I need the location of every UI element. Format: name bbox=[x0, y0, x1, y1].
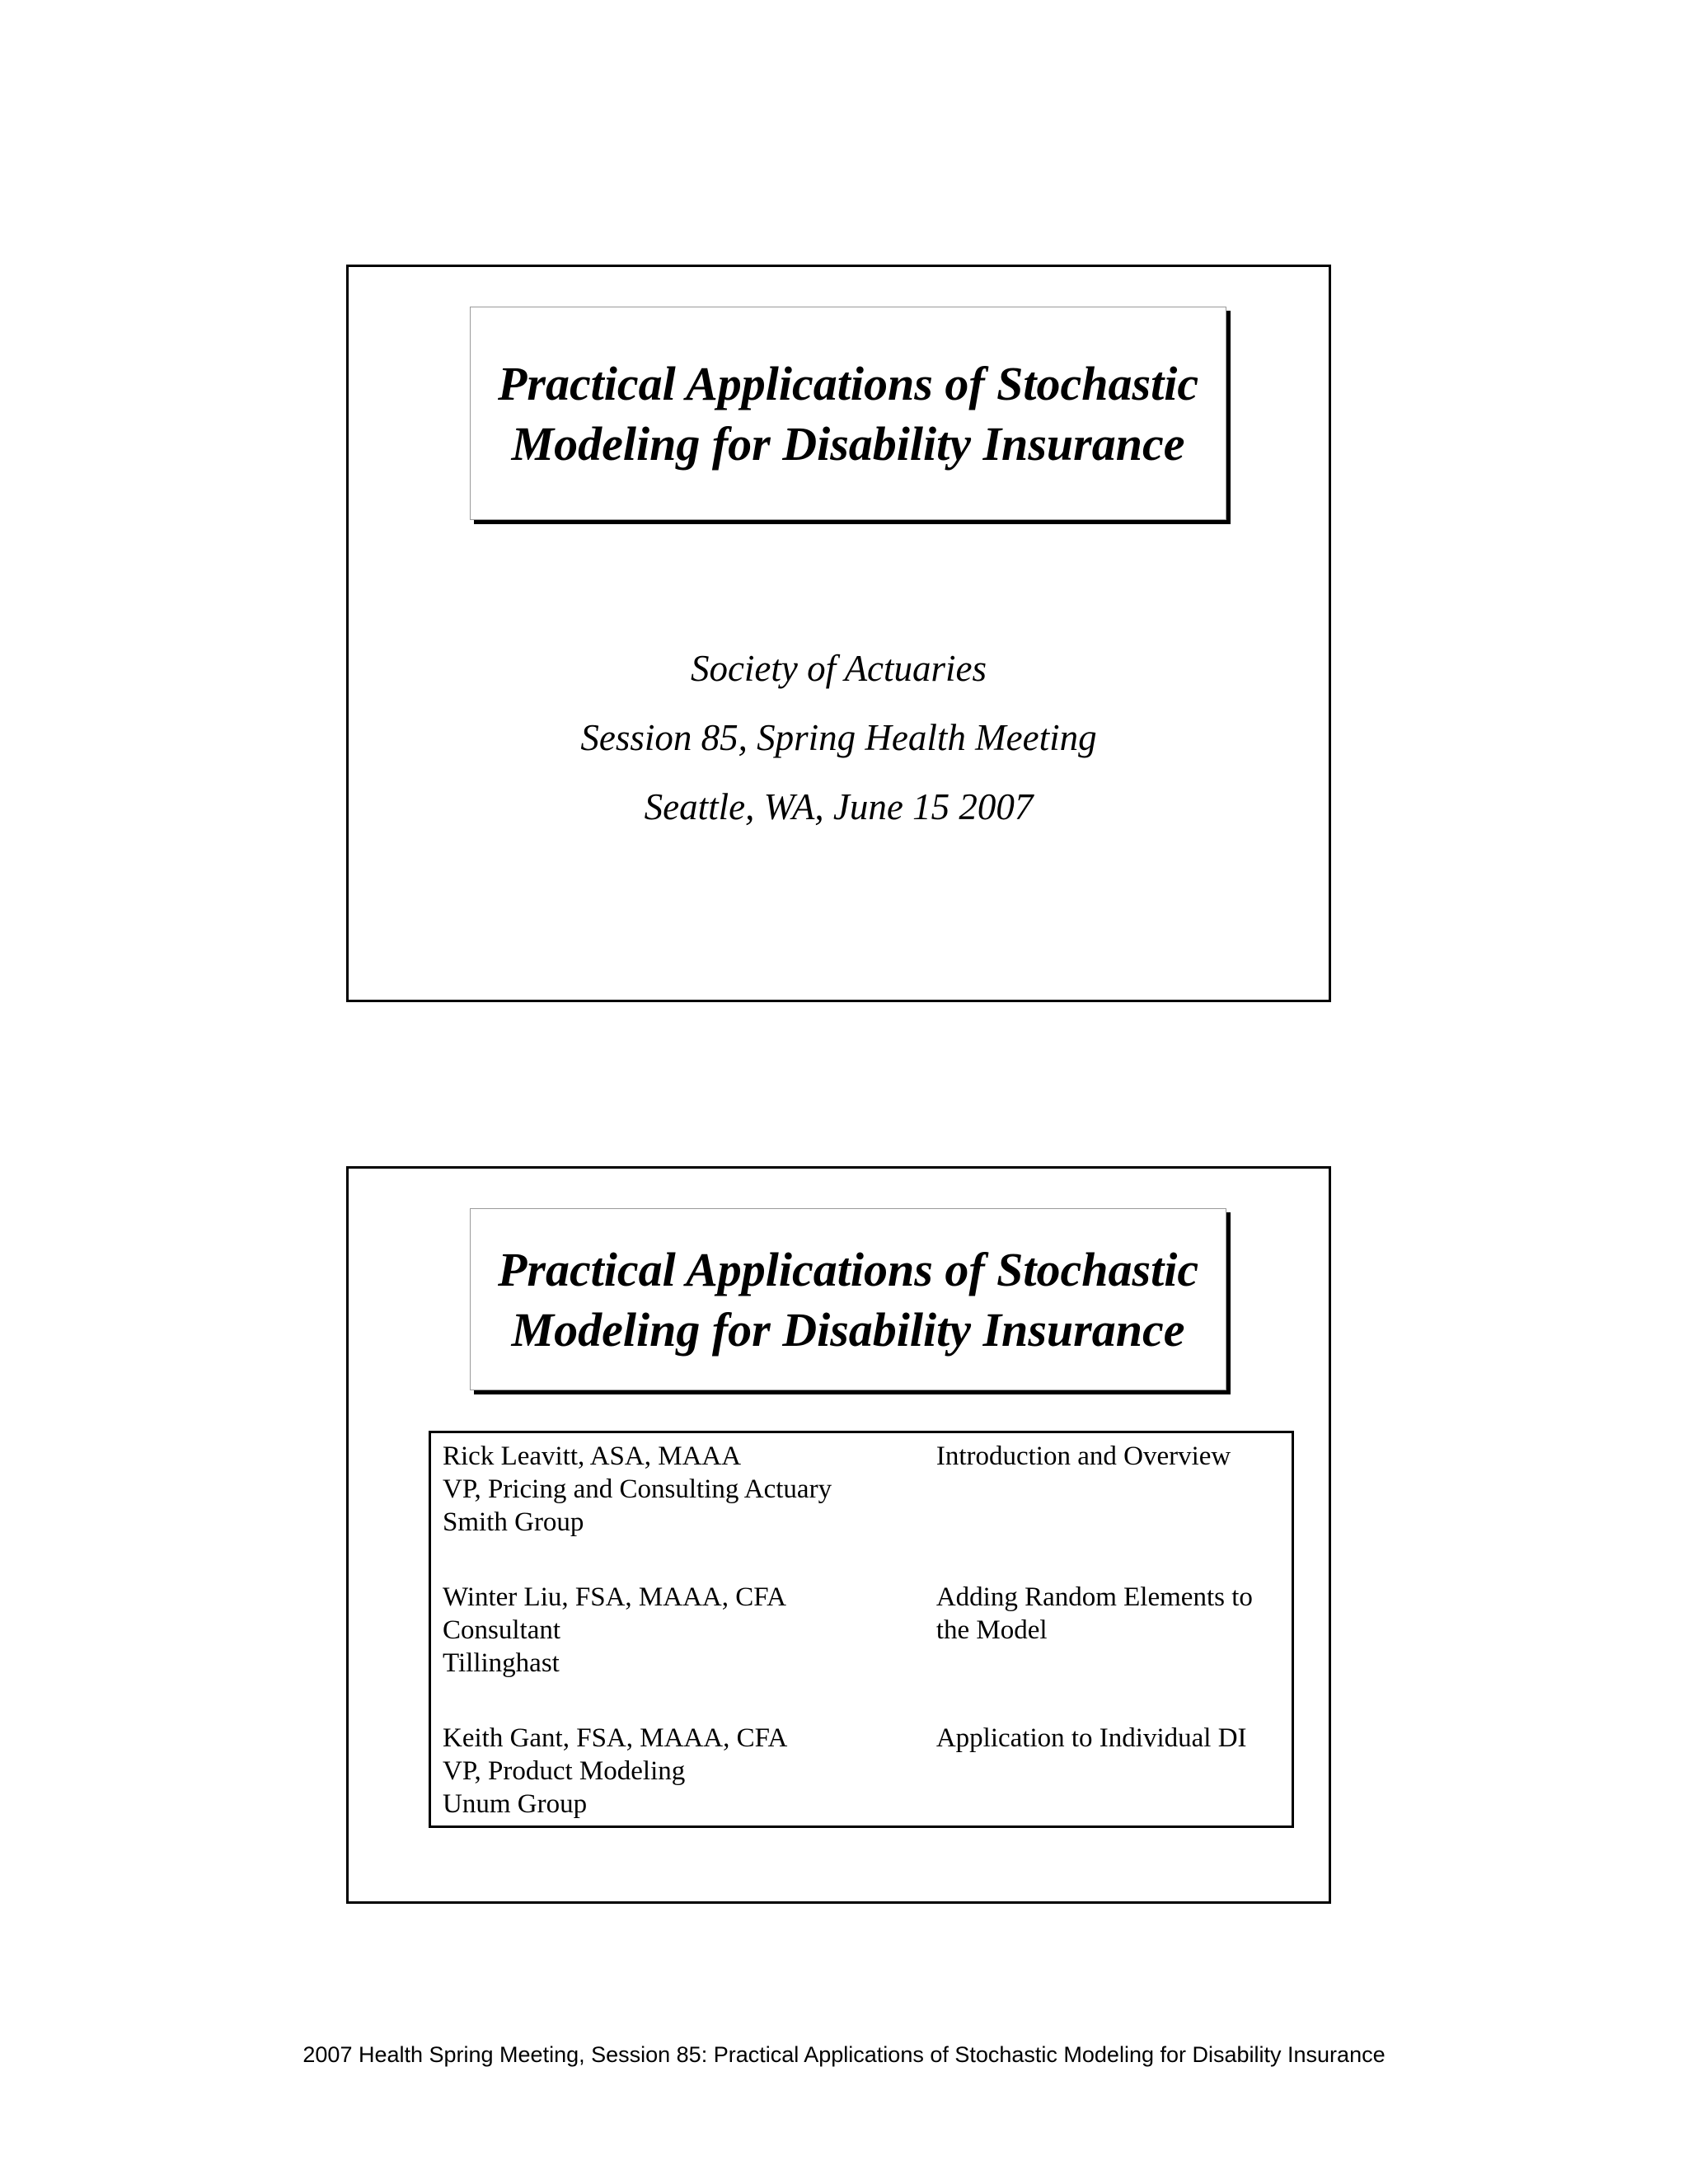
speaker-name: Rick Leavitt, ASA, MAAA bbox=[443, 1441, 742, 1471]
speaker-topic: Introduction and Overview bbox=[935, 1441, 1231, 1471]
location-date: Seattle, WA, June 15 2007 bbox=[644, 786, 1034, 827]
speaker-info bbox=[443, 1722, 936, 1821]
speaker-title: VP, Product Modeling bbox=[443, 1756, 686, 1786]
speaker-company: Tillinghast bbox=[443, 1648, 560, 1678]
slide-1 bbox=[346, 265, 1331, 1002]
slide-2-title-box bbox=[470, 1208, 1226, 1390]
speaker-row bbox=[443, 1440, 1282, 1581]
speaker-info bbox=[443, 1581, 936, 1722]
speaker-info bbox=[443, 1440, 936, 1581]
speaker-company: Unum Group bbox=[443, 1789, 588, 1819]
organization: Society of Actuaries bbox=[690, 648, 987, 689]
slide-1-title-box bbox=[470, 307, 1226, 520]
slide-1-subtitle bbox=[349, 634, 1329, 841]
slide-2 bbox=[346, 1166, 1331, 1904]
slide-2-title-line-1: Practical Applications of Stochastic bbox=[497, 1242, 1199, 1296]
speaker-name: Keith Gant, FSA, MAAA, CFA bbox=[443, 1723, 788, 1753]
speaker-row bbox=[443, 1722, 1282, 1821]
speaker-topic: Adding Random Elements to the Model bbox=[935, 1582, 1253, 1645]
speaker-topic: Application to Individual DI bbox=[935, 1723, 1247, 1753]
slide-2-title-line-2: Modeling for Disability Insurance bbox=[511, 1302, 1185, 1357]
slide-1-title-line-1: Practical Applications of Stochastic bbox=[497, 356, 1199, 410]
slide-1-title-line-2: Modeling for Disability Insurance bbox=[511, 416, 1185, 471]
speakers-table bbox=[429, 1431, 1294, 1828]
speaker-title: Consultant bbox=[443, 1615, 561, 1645]
speaker-row bbox=[443, 1581, 1282, 1722]
speaker-company: Smith Group bbox=[443, 1507, 584, 1537]
page-footer: 2007 Health Spring Meeting, Session 85: Practical Applications of Stochastic Modeling for Disability Insurance bbox=[302, 2042, 1386, 2067]
speaker-name: Winter Liu, FSA, MAAA, CFA bbox=[443, 1582, 786, 1612]
speaker-title: VP, Pricing and Consulting Actuary bbox=[443, 1474, 832, 1504]
session-name: Session 85, Spring Health Meeting bbox=[580, 717, 1097, 758]
